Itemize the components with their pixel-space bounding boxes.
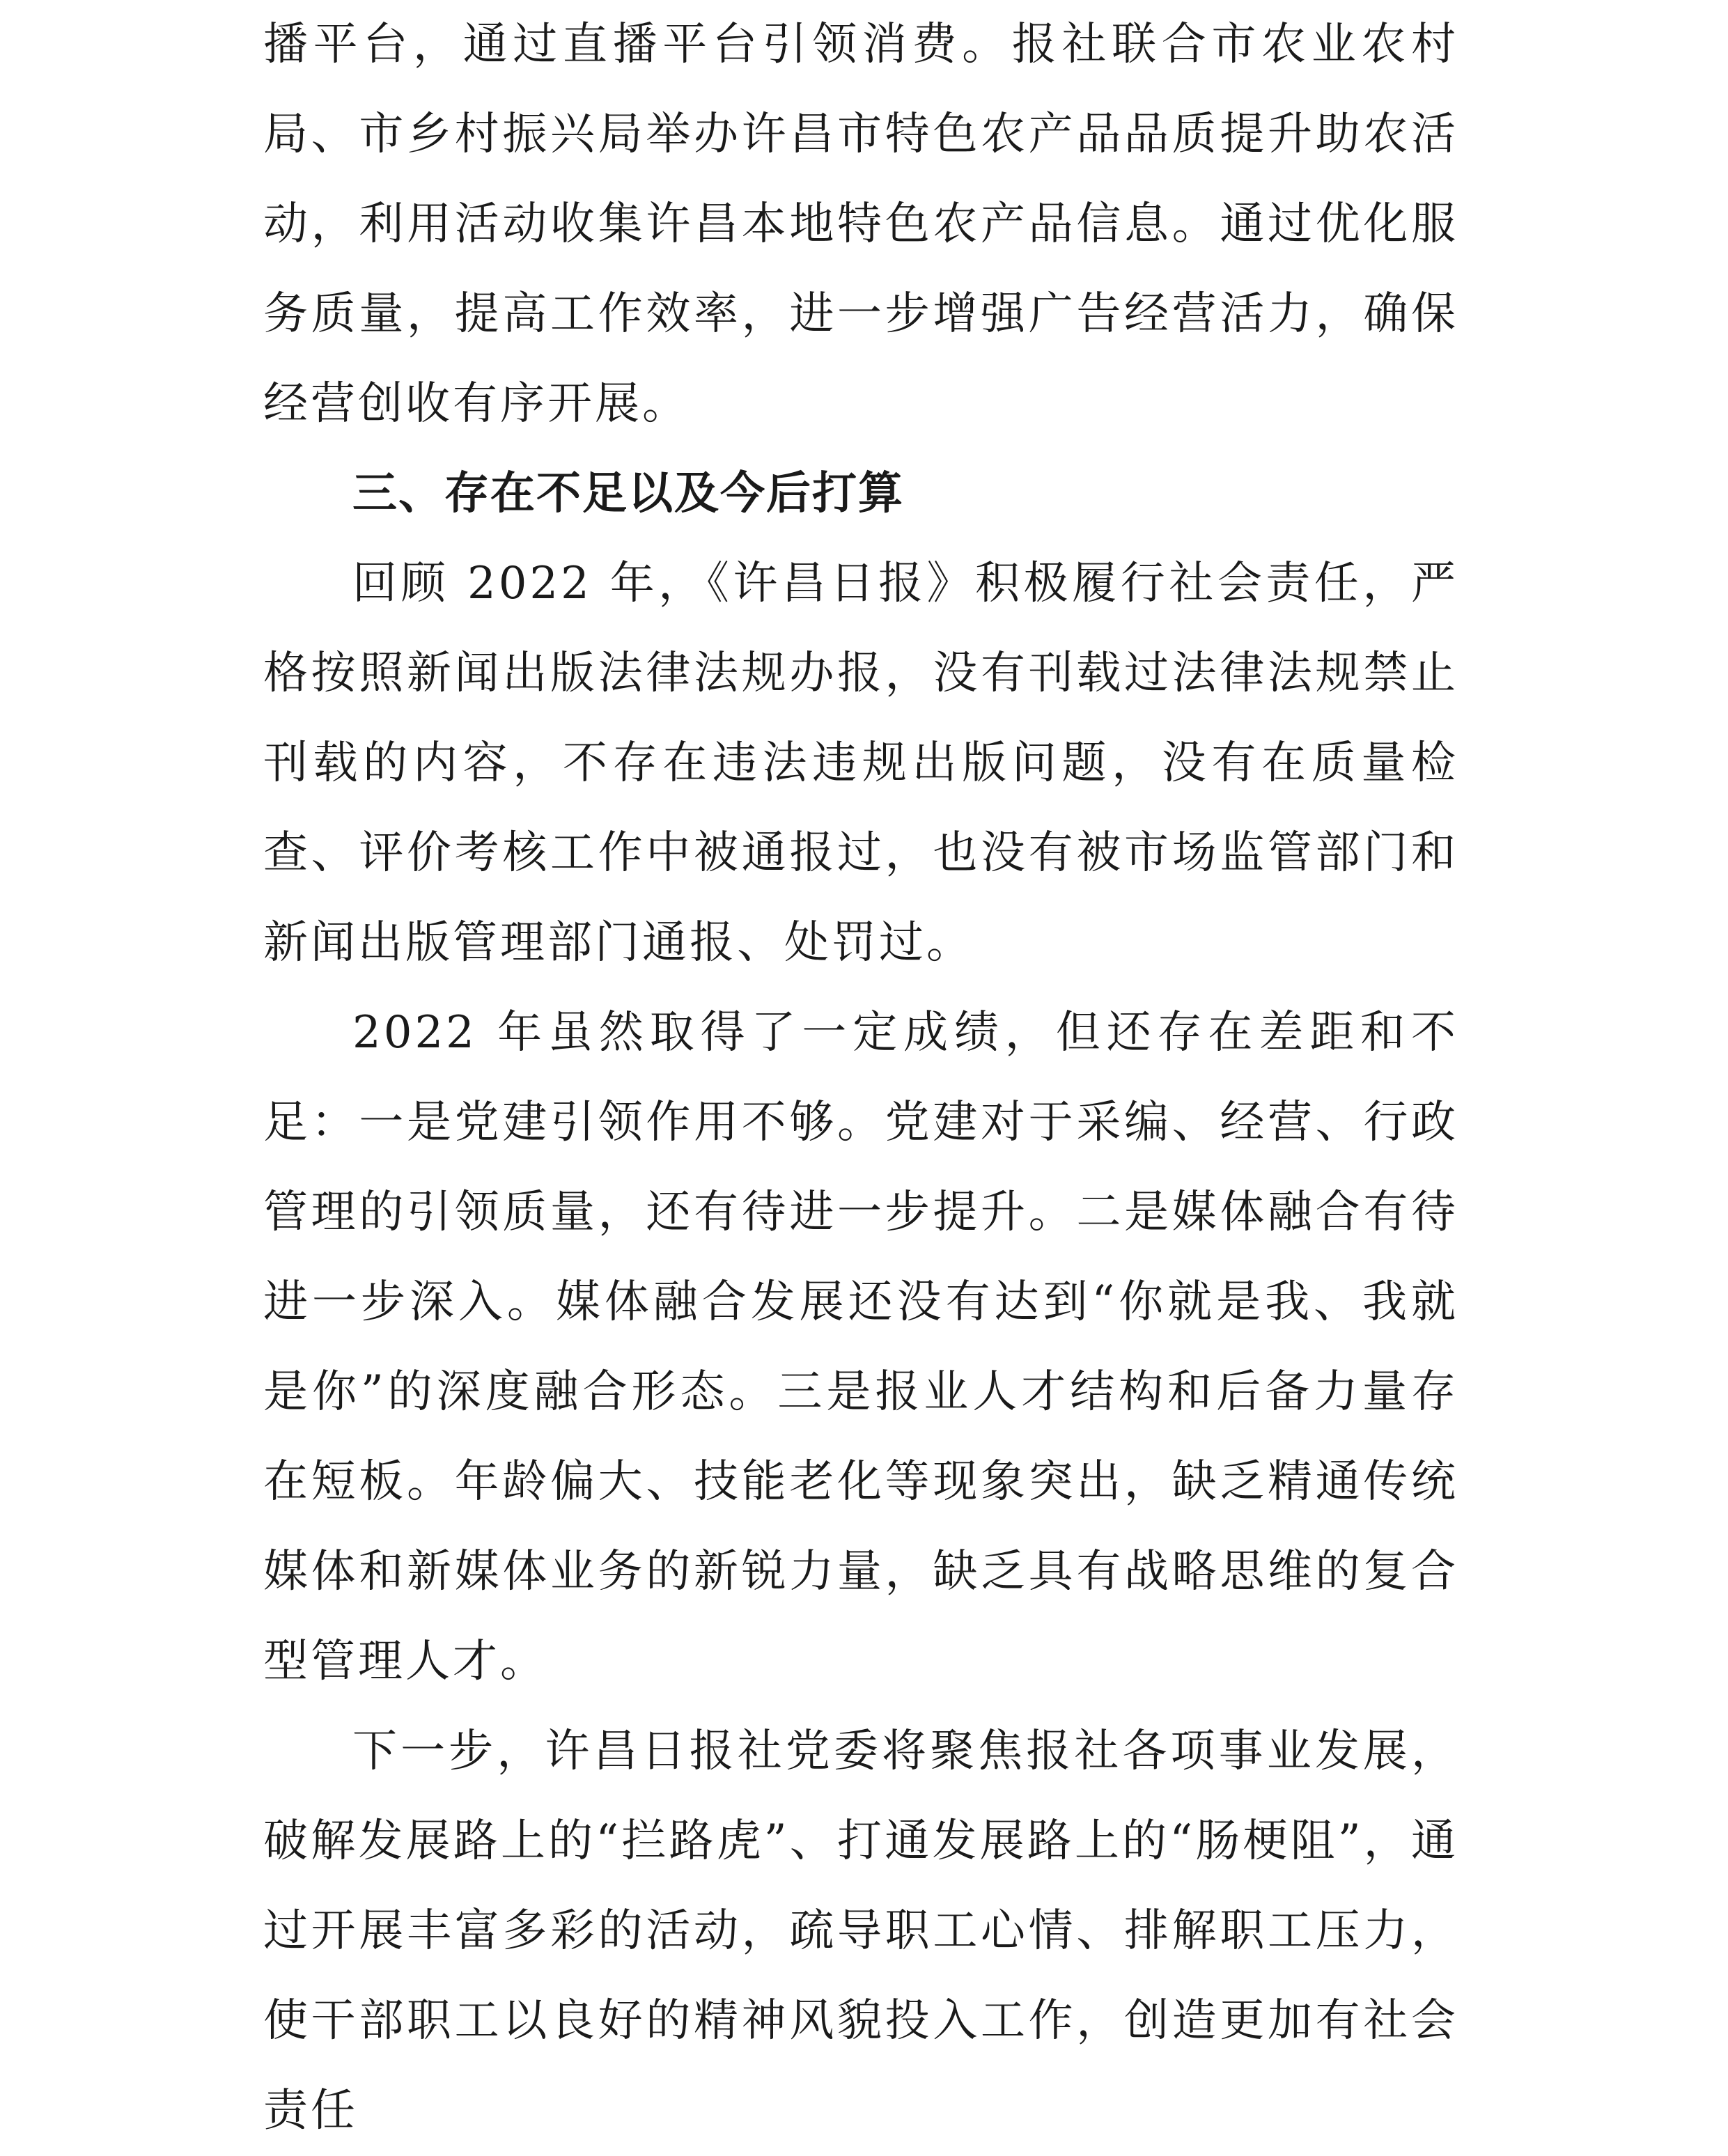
- paragraph-next-step: 下一步，许昌日报社党委将聚焦报社各项事业发展，破解发展路上的“拦路虎”、打通发展路上的“肠梗阻”，通过开展丰富多彩的活动，疏导职工心情、排解职工压力，使干部职工以良好的精神风貌投入工作，创造更加有社会责任: [263, 1726, 1458, 2137]
- section-heading: 三、存在不足以及今后打算: [352, 468, 904, 520]
- paragraph-review: 回顾 2022 年，《许昌日报》积极履行社会责任，严格按照新闻出版法律法规办报，没有刊载过法律法规禁止刊载的内容，不存在违法违规出版问题，没有在质量检查、评价考核工作中被通报过，也没有被市场监管部门和新闻出版管理部门通报、处罚过。: [263, 558, 1458, 969]
- paragraph-continued: 播平台，通过直播平台引领消费。报社联合市农业农村局、市乡村振兴局举办许昌市特色农产品品质提升助农活动，利用活动收集许昌本地特色农产品信息。通过优化服务质量，提高工作效率，进一步增强广告经营活力，确保经营创收有序开展。: [263, 19, 1458, 430]
- paragraph-shortcomings: 2022 年虽然取得了一定成绩，但还存在差距和不足：一是党建引领作用不够。党建对于采编、经营、行政管理的引领质量，还有待进一步提升。二是媒体融合有待进一步深入。媒体融合发展还没有达到“你就是我、我就是你”的深度融合形态。三是报业人才结构和后备力量存在短板。年龄偏大、技能老化等现象突出，缺乏精通传统媒体和新媒体业务的新锐力量，缺乏具有战略思维的复合型管理人才。: [263, 1007, 1458, 1687]
- document-body: [263, 0, 1458, 2156]
